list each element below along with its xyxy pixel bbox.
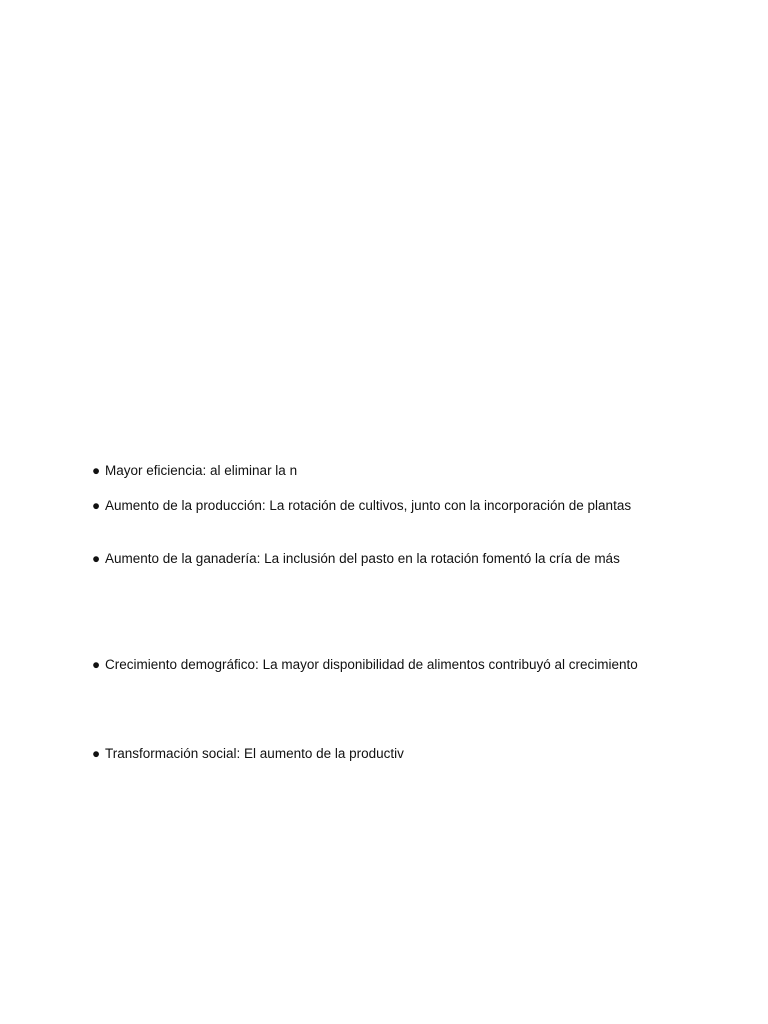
bullet-item-crecimiento-demografico [92,656,638,674]
bullet-icon: ● [92,463,101,478]
bullet-item-aumento-produccion [92,497,631,515]
bullet-text: Crecimiento demográfico: La mayor disponibilidad de alimentos contribuyó al crecimiento [105,657,638,672]
bullet-icon: ● [92,657,101,672]
bullet-item-aumento-ganaderia [92,550,620,568]
bullet-text: Aumento de la ganadería: La inclusión del pasto en la rotación fomentó la cría de más [105,551,620,566]
bullet-icon: ● [92,551,101,566]
bullet-item-mayor-eficiencia [92,462,297,480]
bullet-item-transformacion-social [92,745,404,763]
bullet-text: Aumento de la producción: La rotación de cultivos, junto con la incorporación de plantas [105,498,632,513]
bullet-text: Mayor eficiencia: al eliminar la n [105,463,298,478]
bullet-icon: ● [92,498,101,513]
bullet-icon: ● [92,746,101,761]
bullet-text: Transformación social: El aumento de la productiv [105,746,404,761]
